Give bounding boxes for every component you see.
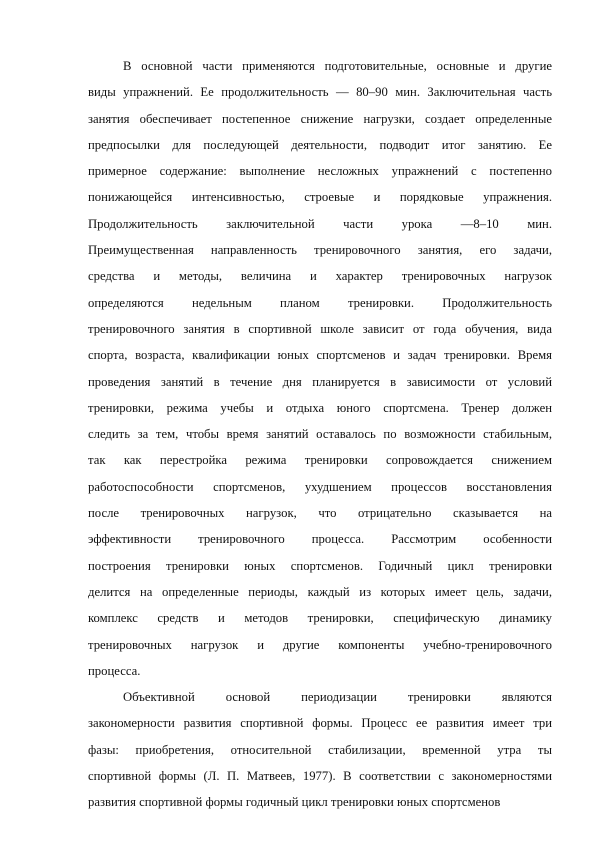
text-line: работоспособности спортсменов, ухудшением процессов восстановления	[88, 479, 552, 494]
text-line: тренировки, режима учебы и отдыха юного спортсмена. Тренер должен	[88, 400, 552, 415]
text-line: В основной части применяются подготовительные, основные и другие	[123, 59, 552, 73]
text-line: Объективной основой периодизации тренировки являются	[123, 690, 552, 705]
text-line: проведения занятий в течение дня планируется в зависимости от условий	[88, 374, 552, 389]
text-line: предпосылки для последующей деятельности, подводит итог занятию. Ее	[88, 137, 552, 152]
text-line: закономерности развития спортивной формы. Процесс ее развития имеет три	[88, 716, 552, 731]
text-line: развития спортивной формы годичный цикл тренировки юных спортсменов	[88, 795, 501, 810]
text-line: Преимущественная направленность тренировочного занятия, его задачи,	[88, 243, 552, 258]
text-line: примерное содержание: выполнение несложных упражнений с постепенно	[88, 164, 552, 179]
text-line: так как перестройка режима тренировки сопровождается снижением	[88, 453, 552, 468]
text-line: следить за тем, чтобы время занятий оставалось по возможности стабильным,	[88, 427, 552, 442]
text-line: построения тренировки юных спортсменов. Годичный цикл тренировки	[88, 558, 552, 573]
text-line: определяются недельным планом тренировки. Продолжительность	[88, 295, 552, 310]
body-text	[88, 53, 552, 816]
text-line: процесса.	[88, 663, 141, 678]
text-line: эффективности тренировочного процесса. Рассмотрим особенности	[88, 532, 552, 547]
paragraph	[88, 53, 552, 684]
text-line: занятия обеспечивает постепенное снижение нагрузки, создает определенные	[88, 111, 552, 126]
text-line: понижающейся интенсивностью, строевые и порядковые упражнения.	[88, 190, 552, 205]
text-line: средства и методы, величина и характер тренировочных нагрузок	[88, 269, 552, 284]
text-line: после тренировочных нагрузок, что отрицательно сказывается на	[88, 506, 552, 521]
text-line: Продолжительность заключительной части урока —8–10 мин.	[88, 216, 552, 231]
text-line: спорта, возраста, квалификации юных спортсменов и задач тренировки. Время	[88, 348, 552, 363]
paragraph	[88, 684, 552, 815]
text-line: делится на определенные периоды, каждый из которых имеет цель, задачи,	[88, 584, 552, 599]
text-line: комплекс средств и методов тренировки, специфическую динамику	[88, 611, 552, 626]
text-line: тренировочного занятия в спортивной школе зависит от года обучения, вида	[88, 321, 552, 336]
text-line: фазы: приобретения, относительной стабилизации, временной утра ты	[88, 742, 552, 757]
text-line: спортивной формы (Л. П. Матвеев, 1977). В соответствии с закономерностями	[88, 769, 552, 784]
text-line: тренировочных нагрузок и другие компоненты учебно-тренировочного	[88, 637, 552, 652]
text-line: виды упражнений. Ее продолжительность — 80–90 мин. Заключительная часть	[88, 85, 552, 100]
